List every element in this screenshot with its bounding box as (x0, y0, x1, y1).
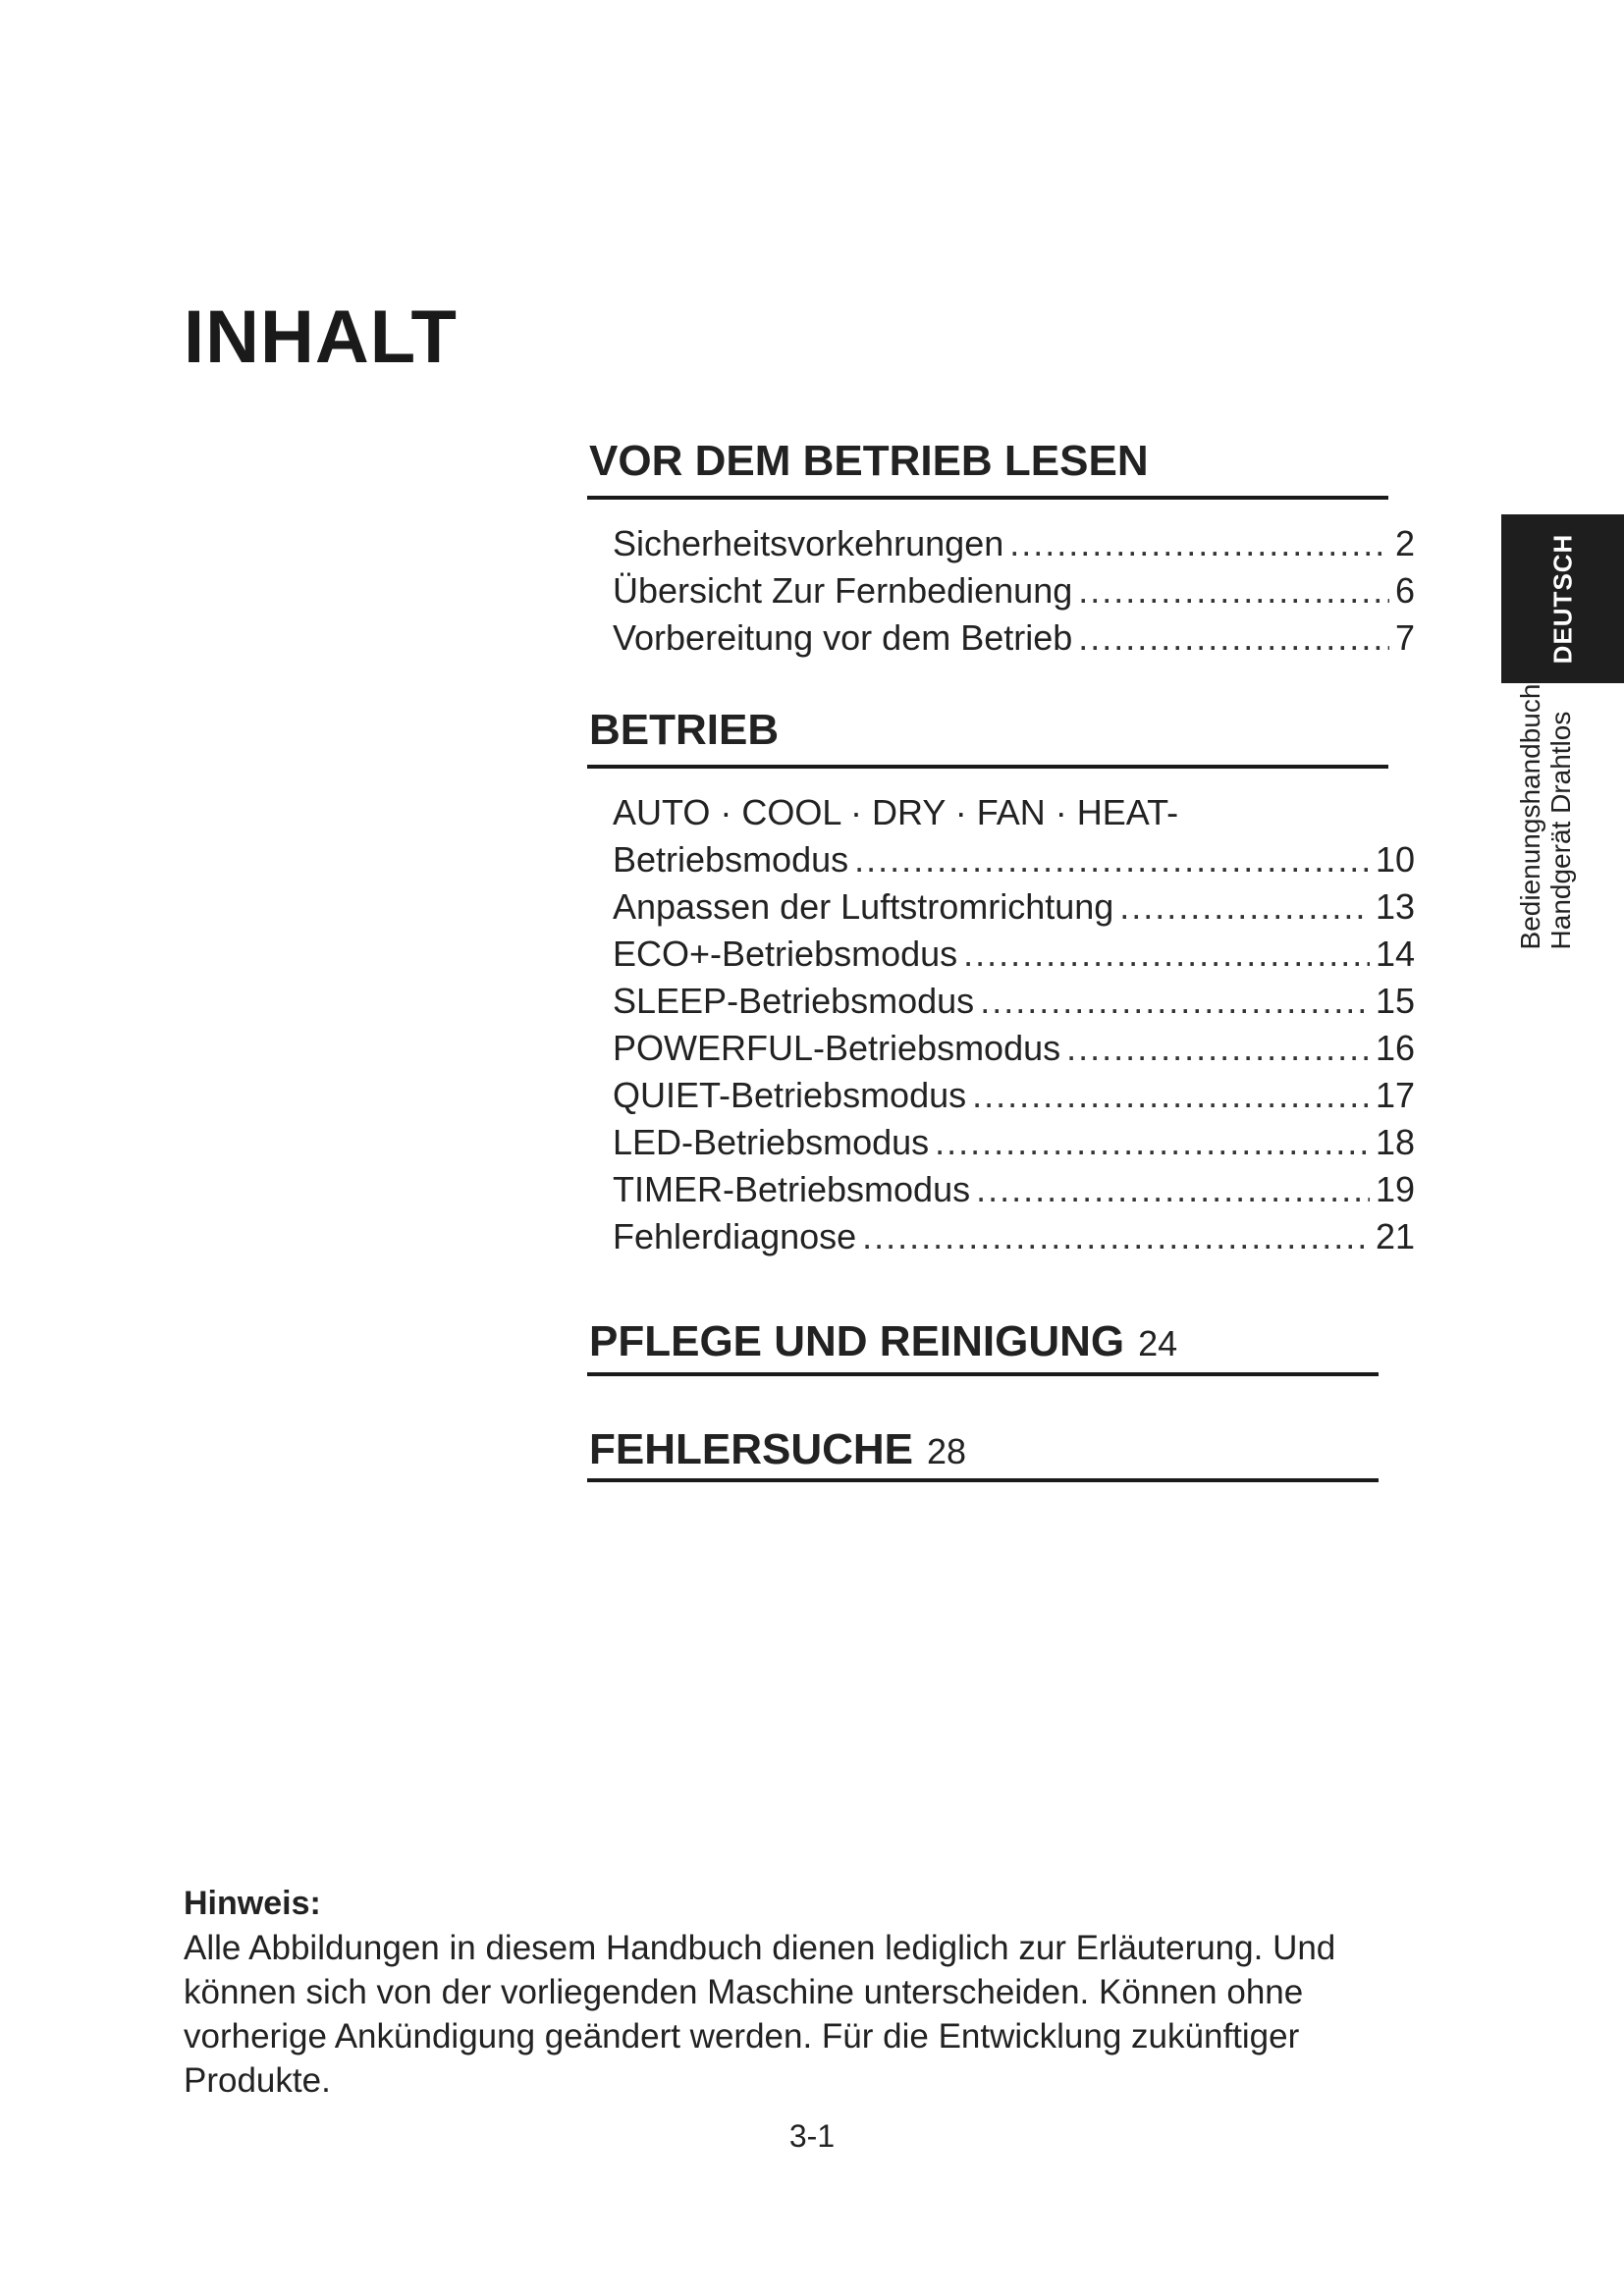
section-heading-text: FEHLERSUCHE (589, 1425, 914, 1473)
toc-entry-page: 2 (1394, 523, 1415, 563)
dot-leader (862, 1213, 1370, 1260)
toc-entry-page: 13 (1375, 886, 1415, 927)
dot-leader (963, 931, 1370, 978)
dot-leader (980, 978, 1370, 1025)
toc-entry-page: 15 (1375, 981, 1415, 1021)
toc-list-vor-dem-betrieb (613, 520, 1415, 662)
toc-list-betrieb (613, 789, 1415, 1260)
toc-entry-intro-text: AUTO · COOL · DRY · FAN · HEAT- (613, 792, 1179, 832)
note-title: Hinweis: (184, 1885, 321, 1922)
toc-entry[interactable] (613, 614, 1415, 662)
section-heading-pflege-und-reinigung[interactable] (589, 1317, 1386, 1365)
dot-leader (1066, 1025, 1370, 1072)
manual-subtitle-line1: Bedienungshandbuch (1515, 683, 1545, 950)
toc-entry-page: 10 (1375, 839, 1415, 880)
dot-leader (1078, 567, 1389, 614)
section-divider (587, 1478, 1379, 1482)
section-heading-fehlersuche[interactable] (589, 1425, 1386, 1473)
toc-entry-intro (613, 789, 1415, 836)
dot-leader (976, 1166, 1370, 1213)
section-heading-text: PFLEGE UND REINIGUNG (589, 1317, 1125, 1365)
toc-entry[interactable] (613, 520, 1415, 567)
section-divider (587, 496, 1388, 500)
toc-entry[interactable] (613, 978, 1415, 1025)
toc-entry-page: 14 (1375, 934, 1415, 974)
manual-subtitle-text (1515, 684, 1576, 950)
toc-entry-label: SLEEP-Betriebsmodus (613, 981, 975, 1021)
toc-entry[interactable] (613, 567, 1415, 614)
toc-entry-page: 18 (1375, 1122, 1415, 1162)
toc-entry-label: Betriebsmodus (613, 839, 849, 880)
toc-entry[interactable] (613, 836, 1415, 883)
toc-entry-label: Anpassen der Luftstromrichtung (613, 886, 1114, 927)
toc-entry[interactable] (613, 1119, 1415, 1166)
page-title: INHALT (184, 295, 458, 379)
toc-entry-label: ECO+-Betriebsmodus (613, 934, 958, 974)
section-page-number: 28 (927, 1431, 967, 1471)
dot-leader (1009, 520, 1389, 567)
toc-entry[interactable] (613, 1072, 1415, 1119)
toc-entry-label: Fehlerdiagnose (613, 1216, 857, 1256)
section-heading-vor-dem-betrieb-lesen: VOR DEM BETRIEB LESEN (589, 437, 1149, 485)
toc-entry-label: Vorbereitung vor dem Betrieb (613, 617, 1073, 658)
dot-leader (854, 836, 1370, 883)
section-heading-betrieb: BETRIEB (589, 706, 780, 754)
language-tab (1501, 514, 1624, 683)
section-page-number: 24 (1138, 1323, 1178, 1363)
language-tab-label: DEUTSCH (1547, 533, 1578, 665)
dot-leader (935, 1119, 1370, 1166)
toc-entry[interactable] (613, 1213, 1415, 1260)
toc-entry-page: 6 (1394, 570, 1415, 611)
toc-entry-label: QUIET-Betriebsmodus (613, 1075, 967, 1115)
page-number: 3-1 (788, 2118, 836, 2154)
manual-subtitle-line2: Handgerät Drahtlos (1545, 711, 1576, 950)
toc-entry-page: 17 (1375, 1075, 1415, 1115)
section-divider (587, 1372, 1379, 1376)
dot-leader (972, 1072, 1370, 1119)
toc-entry-label: LED-Betriebsmodus (613, 1122, 930, 1162)
toc-entry-page: 7 (1394, 617, 1415, 658)
toc-entry-page: 19 (1375, 1169, 1415, 1209)
toc-entry[interactable] (613, 1166, 1415, 1213)
toc-entry-label: POWERFUL-Betriebsmodus (613, 1028, 1061, 1068)
toc-entry-page: 21 (1375, 1216, 1415, 1256)
section-divider (587, 765, 1388, 769)
dot-leader (1119, 883, 1370, 931)
toc-entry[interactable] (613, 931, 1415, 978)
toc-entry[interactable] (613, 1025, 1415, 1072)
toc-entry-label: TIMER-Betriebsmodus (613, 1169, 971, 1209)
toc-entry[interactable] (613, 883, 1415, 931)
toc-entry-label: Übersicht Zur Fernbedienung (613, 570, 1073, 611)
toc-entry-label: Sicherheitsvorkehrungen (613, 523, 1004, 563)
dot-leader (1078, 614, 1389, 662)
note-body: Alle Abbildungen in diesem Handbuch dienen lediglich zur Erläuterung. Und können sich von der vorliegenden Maschine unterscheiden. Können ohne vorherige Ankündigung geändert werden. Für die Entwicklung zukünftiger Produkte. (184, 1929, 1336, 2100)
toc-entry-page: 16 (1375, 1028, 1415, 1068)
